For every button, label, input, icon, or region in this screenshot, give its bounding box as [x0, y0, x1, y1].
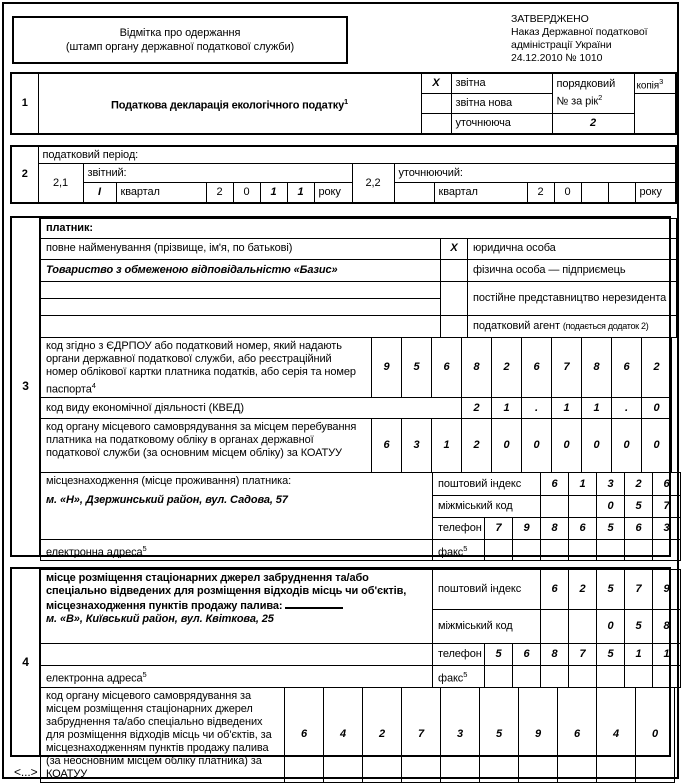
kved-cell[interactable]: . [522, 398, 552, 419]
area-code-digit[interactable]: 7 [653, 496, 681, 518]
site-koatuu-label: код органу місцевого самоврядування за місцем розміщення стаціонарних джерел забруднення та/або спеціально відведених для розміщення відходів місць чи об'єктів, за місцезнаходженням пунктів продажу палива (за неосновним місцем обліку платника) за КОАТУУ [41, 687, 285, 782]
section3-number: 3 [12, 218, 40, 555]
site-phone-digit[interactable]: 7 [569, 643, 597, 665]
payer-name-extra-row[interactable] [41, 315, 441, 337]
koatuu-main-digit[interactable]: 0 [582, 419, 612, 473]
report-type-label-zvitna-nova: звітна нова [451, 94, 552, 114]
fax-digit[interactable] [513, 540, 541, 561]
payer-codes-table [40, 337, 672, 474]
edrpou-digit[interactable]: 6 [432, 337, 462, 398]
payer-type-mark-individual[interactable] [441, 259, 468, 281]
kved-cell[interactable]: 1 [582, 398, 612, 419]
koatuu-main-digit[interactable]: 2 [462, 419, 492, 473]
site-phone-digit[interactable]: 1 [653, 643, 681, 665]
phone-digit[interactable]: 7 [485, 518, 513, 540]
section1-table [10, 72, 677, 135]
phone-digit[interactable]: 9 [513, 518, 541, 540]
email-label: електронна адреса$^5$ [41, 540, 433, 561]
reporting-year-digit[interactable]: 2 [206, 183, 233, 203]
clarifying-year-word: року [635, 183, 676, 203]
clarifying-quarter-value[interactable] [394, 183, 434, 203]
postal-digit[interactable]: 3 [597, 473, 625, 496]
report-type-mark-zvitna[interactable]: X [421, 73, 451, 94]
approved-order-line-2: адміністрації України [511, 39, 612, 51]
phone-digit[interactable]: 8 [541, 518, 569, 540]
site-area-code-label: міжміський код [433, 609, 541, 643]
site-koatuu-digit[interactable]: 4 [324, 687, 363, 782]
copy-label: копія$^3$ [634, 73, 676, 94]
fax-digit[interactable] [541, 540, 569, 561]
fax-digit[interactable] [569, 540, 597, 561]
site-koatuu-digit[interactable]: 5 [480, 687, 519, 782]
site-phone-digit[interactable]: 1 [625, 643, 653, 665]
postal-digit[interactable]: 6 [541, 473, 569, 496]
subsection-2-2-number: 2,2 [352, 164, 394, 203]
site-phone-digit[interactable]: 8 [541, 643, 569, 665]
reporting-year-word: року [314, 183, 352, 203]
site-area-code-digit[interactable]: 8 [653, 609, 681, 643]
payer-type-label-individual: фізична особа — підприємець [468, 259, 677, 281]
section3-box [10, 216, 671, 557]
edrpou-digit[interactable]: 8 [462, 337, 492, 398]
reporting-year-digit[interactable]: 0 [233, 183, 260, 203]
site-fax-label: факс$^5$ [433, 665, 485, 687]
approved-title: ЗАТВЕРДЖЕНО [511, 13, 589, 25]
payer-name-label: повне найменування (прізвище, ім'я, по батькові) [41, 238, 441, 259]
koatuu-main-digit[interactable]: 1 [432, 419, 462, 473]
copy-mark-cell[interactable] [634, 94, 676, 134]
site-area-code-digit[interactable] [569, 609, 597, 643]
koatuu-main-digit[interactable]: 3 [402, 419, 432, 473]
site-koatuu-digit[interactable]: 6 [558, 687, 597, 782]
agent-note: (подається додаток 2) [562, 320, 649, 331]
site-area-code-digit[interactable] [541, 609, 569, 643]
subsection-2-1-number: 2,1 [38, 164, 83, 203]
payer-type-label-legal: юридична особа [468, 238, 677, 259]
reporting-year-digit[interactable]: 1 [260, 183, 287, 203]
payer-name-value[interactable]: Товариство з обмеженою відповідальністю «Базис» [41, 259, 441, 281]
site-phone-label: телефон [433, 643, 485, 665]
fax-digit[interactable] [625, 540, 653, 561]
site-postal-digit[interactable]: 9 [653, 569, 681, 609]
site-koatuu-digit[interactable]: 6 [285, 687, 324, 782]
site-koatuu-digit[interactable]: 0 [636, 687, 675, 782]
reporting-year-digit[interactable]: 1 [287, 183, 314, 203]
koatuu-main-digit[interactable]: 6 [372, 419, 402, 473]
report-type-mark-utochnyuyucha[interactable] [421, 114, 451, 134]
site-phone-digit[interactable]: 6 [513, 643, 541, 665]
site-postal-digit[interactable]: 5 [597, 569, 625, 609]
stamp-box [12, 16, 348, 64]
site-phone-digit[interactable]: 5 [597, 643, 625, 665]
serial-number-value[interactable]: 2 [552, 114, 634, 134]
site-location-label: місце розміщення стаціонарних джерел забруднення та/або спеціально відведених для розміщення відходів місць чи об'єктів, місцезнаходження пунктів продажу палива: [46, 571, 407, 612]
edrpou-digit[interactable]: 5 [402, 337, 432, 398]
stamp-line-2: (штамп органу державної податкової служби) [65, 41, 295, 53]
reporting-quarter-word: квартал [116, 183, 206, 203]
reporting-period-label: звітний: [83, 164, 352, 183]
clarifying-period-label: уточнюючий: [394, 164, 676, 183]
area-code-digit[interactable] [569, 496, 597, 518]
site-koatuu-digit[interactable]: 7 [402, 687, 441, 782]
site-empty-row[interactable] [41, 643, 433, 665]
payer-address-value[interactable]: м. «Н», Дзержинський район, вул. Садова, 57 [46, 494, 288, 507]
site-location-cell [41, 569, 433, 643]
kved-cell[interactable]: 2 [462, 398, 492, 419]
serial-number-label: порядковий № за рік$^2$ [552, 73, 634, 114]
kved-cell[interactable]: 1 [492, 398, 522, 419]
postal-index-label: поштовий індекс [433, 473, 541, 496]
koatuu-main-label: код органу місцевого самоврядування за місцем перебування платника на податковому обліку в органах державної податкової служби (за основним місцем обліку) за КОАТУУ [41, 419, 372, 473]
site-koatuu-digit[interactable]: 2 [363, 687, 402, 782]
payer-contact-table [40, 472, 681, 561]
site-phone-digit[interactable]: 5 [485, 643, 513, 665]
payer-name-extra-row[interactable] [41, 281, 441, 298]
phone-digit[interactable]: 6 [625, 518, 653, 540]
postal-digit[interactable]: 6 [653, 473, 681, 496]
tax-period-label: податковий період: [38, 146, 676, 164]
fax-label: факс$^5$ [433, 540, 485, 561]
report-type-mark-zvitna-nova[interactable] [421, 94, 451, 114]
payer-type-table [40, 218, 677, 338]
section1-number: 1 [11, 73, 38, 134]
koatuu-main-digit[interactable]: 0 [492, 419, 522, 473]
fax-digit[interactable] [653, 540, 681, 561]
section2-number: 2 [11, 146, 38, 203]
area-code-digit[interactable] [541, 496, 569, 518]
report-type-label-zvitna: звітна [451, 73, 552, 94]
edrpou-digit[interactable]: 6 [612, 337, 642, 398]
edrpou-digit[interactable]: 6 [522, 337, 552, 398]
section4-number: 4 [12, 569, 40, 755]
truncation-marker: <...> [14, 764, 38, 779]
phone-digit[interactable]: 6 [569, 518, 597, 540]
payer-name-extra-row[interactable] [41, 298, 441, 315]
payer-type-label-agent: податковий агент (подається додаток 2) [468, 315, 677, 337]
postal-digit[interactable]: 2 [625, 473, 653, 496]
clarifying-year-digit[interactable]: 2 [527, 183, 554, 203]
site-fax-digit[interactable] [513, 665, 541, 687]
title-footnote: 1 [344, 96, 348, 106]
form-header [8, 8, 673, 72]
site-koatuu-table [40, 687, 675, 783]
site-area-code-digit[interactable]: 0 [597, 609, 625, 643]
tax-declaration-form [2, 2, 679, 779]
section4-box [10, 567, 671, 780]
koatuu-main-digit[interactable]: 0 [552, 419, 582, 473]
site-fax-digit[interactable] [485, 665, 513, 687]
pollution-site-contact-table [40, 569, 681, 688]
site-location-value[interactable]: м. «В», Київський район, вул. Квіткова, 25 [46, 612, 274, 625]
approval-note [511, 13, 671, 65]
site-postal-digit[interactable]: 6 [541, 569, 569, 609]
approved-order-date: 24.12.2010 № 1010 [511, 52, 603, 64]
kved-label: код виду економічної діяльності (КВЕД) [41, 398, 462, 419]
site-fax-digit[interactable] [569, 665, 597, 687]
payer-type-mark-representative[interactable] [441, 281, 468, 315]
clarifying-year-digit[interactable] [608, 183, 635, 203]
site-email-label: електронна адреса$^5$ [41, 665, 433, 687]
stamp-line-1: Відмітка про одержання [119, 27, 241, 39]
site-fax-digit[interactable] [653, 665, 681, 687]
site-koatuu-digit[interactable]: 9 [519, 687, 558, 782]
site-postal-index-label: поштовий індекс [433, 569, 541, 609]
payer-type-mark-agent[interactable] [441, 315, 468, 337]
payer-type-label-representative: постійне представництво нерезидента [468, 281, 677, 315]
kved-cell[interactable]: 1 [552, 398, 582, 419]
clarifying-year-digit[interactable]: 0 [554, 183, 581, 203]
kved-cell[interactable]: . [612, 398, 642, 419]
phone-label: телефон [433, 518, 485, 540]
edrpou-digit[interactable]: 2 [642, 337, 672, 398]
koatuu-main-digit[interactable]: 0 [612, 419, 642, 473]
koatuu-main-digit[interactable]: 0 [522, 419, 552, 473]
reporting-quarter-value[interactable]: I [83, 183, 116, 203]
area-code-digit[interactable]: 0 [597, 496, 625, 518]
area-code-label: міжміський код [433, 496, 541, 518]
postal-digit[interactable]: 1 [569, 473, 597, 496]
site-fax-digit[interactable] [597, 665, 625, 687]
payer-type-mark-legal[interactable]: X [441, 238, 468, 259]
site-postal-digit[interactable]: 2 [569, 569, 597, 609]
edrpou-digit[interactable]: 9 [372, 337, 402, 398]
report-type-label-utochnyuyucha: уточнююча [451, 114, 552, 134]
edrpou-digit[interactable]: 7 [552, 337, 582, 398]
clarifying-year-digit[interactable] [581, 183, 608, 203]
edrpou-label: код згідно з ЄДРПОУ або податковий номер, який надають органи державної податкової служби, або реєстраційний номер облікової картки платника податків, або серія та номер паспорта$^4$ [41, 337, 372, 398]
site-postal-digit[interactable]: 7 [625, 569, 653, 609]
site-fax-digit[interactable] [541, 665, 569, 687]
payer-label: платник: [41, 218, 677, 238]
phone-digit[interactable]: 5 [597, 518, 625, 540]
clarifying-quarter-word: квартал [434, 183, 527, 203]
edrpou-digit[interactable]: 2 [492, 337, 522, 398]
payer-address-label: місцезнаходження (місце проживання) платника: [46, 475, 292, 488]
approved-order-line-1: Наказ Державної податкової [511, 26, 648, 38]
site-area-code-digit[interactable]: 5 [625, 609, 653, 643]
kved-cell[interactable]: 0 [642, 398, 672, 419]
declaration-title: Податкова декларація екологічного податку$^1$ [38, 73, 421, 134]
site-koatuu-digit[interactable]: 4 [597, 687, 636, 782]
koatuu-main-digit[interactable]: 0 [642, 419, 672, 473]
fax-digit[interactable] [597, 540, 625, 561]
area-code-digit[interactable]: 5 [625, 496, 653, 518]
fax-digit[interactable] [485, 540, 513, 561]
site-koatuu-digit[interactable]: 3 [441, 687, 480, 782]
phone-digit[interactable]: 3 [653, 518, 681, 540]
site-fax-digit[interactable] [625, 665, 653, 687]
edrpou-digit[interactable]: 8 [582, 337, 612, 398]
payer-address-cell [41, 473, 433, 540]
section2-table [10, 145, 677, 204]
blank-underline[interactable] [285, 598, 343, 609]
